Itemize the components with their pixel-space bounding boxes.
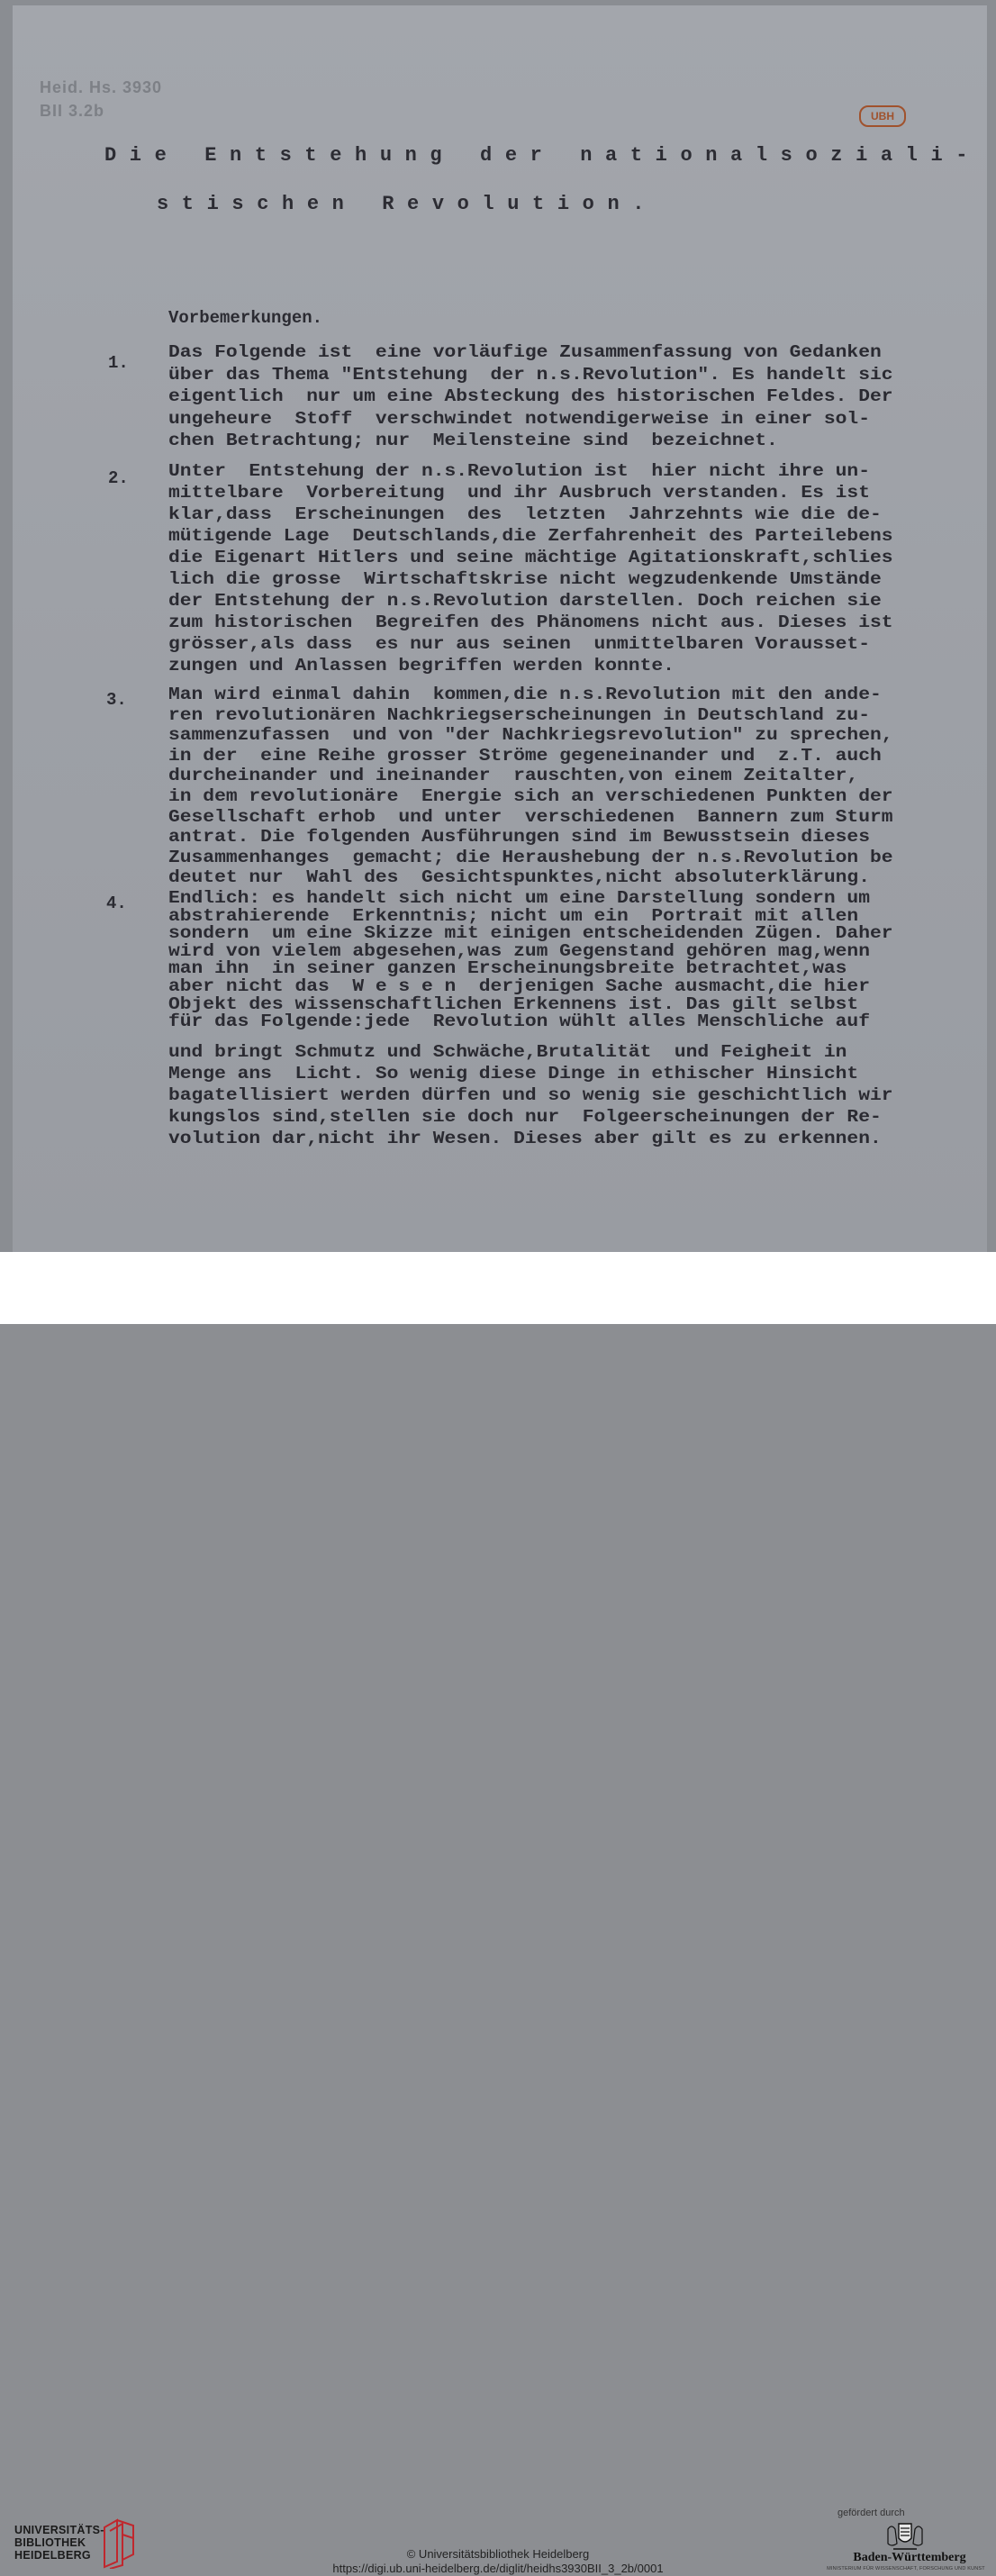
text-line: über das Thema "Entstehung der n.s.Revolution". Es handelt sic [168,364,893,385]
text-line: in dem revolutionäre Energie sich an verschiedenen Punkten der [168,786,893,806]
text-line: mütigende Lage Deutschlands,die Zerfahrenheit des Parteilebens [168,526,893,546]
text-line: mittelbare Vorbereitung und ihr Ausbruch verstanden. Es ist [168,483,870,503]
funded-by-label: gefördert durch [838,2508,905,2518]
library-stamp: UBH [859,105,906,127]
text-line: kungslos sind,stellen sie doch nur Folgeerscheinungen der Re- [168,1107,882,1128]
text-line: lich die grosse Wirtschaftskrise nicht wegzudenkende Umstände [168,569,882,589]
text-line: klar,dass Erscheinungen des letzten Jahrzehnts wie die de- [168,504,882,524]
text-line: ren revolutionären Nachkriegserscheinungen in Deutschland zu- [168,704,870,725]
text-line: man ihn in seiner ganzen Erscheinungsbreite betrachtet,was [168,958,847,979]
text-line: antrat. Die folgenden Ausführungen sind im Bewusstsein dieses [168,827,870,848]
text-line: in der eine Reihe grosser Ströme gegeneinander und z.T. auch [168,745,882,766]
text-line: ungeheure Stoff verschwindet notwendigerweise in einer sol- [168,408,870,429]
text-line: wird von vielem abgesehen,was zum Gegenstand gehören mag,wenn [168,940,870,961]
text-line: aber nicht das W e s e n derjenigen Sache ausmacht,die hier [168,976,870,996]
title-line-2: stischen Revolution. [157,193,658,215]
library-name-line-3: HEIDELBERG [14,2549,91,2562]
text-line: chen Betrachtung; nur Meilensteine sind bezeichnet. [168,431,778,450]
title-line-1: Die Entstehung der nationalsoziali- [104,144,982,167]
section-heading: Vorbemerkungen. [168,308,323,328]
text-line: deutet nur Wahl des Gesichtspunktes,nicht absoluterklärung. [168,867,870,888]
text-line: eigentlich nur um eine Absteckung des historischen Feldes. Der [168,386,893,406]
coat-of-arms-icon [883,2520,928,2551]
text-line: Objekt des wissenschaftlichen Erkennens ist. Das gilt selbst [168,993,859,1014]
text-line: abstrahierende Erkenntnis; nicht um ein Portrait mit allen [168,905,859,926]
shelfmark-line-1: Heid. Hs. 3930 [40,78,163,96]
text-line: Gesellschaft erhob und unter verschiedenen Bannern zum Sturm [168,806,893,827]
text-line: zum historischen Begreifen des Phänomens nicht aus. Dieses ist [168,612,893,632]
paragraph-number: 1. [108,353,129,373]
text-line: für das Folgende:jede Revolution wühlt alles Menschliche auf [168,1011,870,1032]
paragraph-number: 3. [106,690,127,710]
permalink[interactable]: https://digi.ub.uni-heidelberg.de/diglit/heidhs3930BII_3_2b/0001 [332,2562,664,2575]
paragraph-number: 4. [106,893,127,913]
text-line: durcheinander und ineinander rauschten,von einem Zeitalter, [168,766,859,786]
text-line: Man wird einmal dahin kommen,die n.s.Revolution mit den ande- [168,685,882,704]
funder-subtitle: MINISTERIUM FÜR WISSENSCHAFT, FORSCHUNG UND KUNST [827,2566,985,2571]
text-line: grösser,als dass es nur aus seinen unmittelbaren Vorausset- [168,634,870,654]
text-line: Endlich: es handelt sich nicht um eine Darstellung sondern um [168,888,870,908]
footer [0,1252,996,2575]
shelfmark-line-2: BII 3.2b [40,102,105,120]
text-line: der Entstehung der n.s.Revolution darstellen. Doch reichen sie [168,591,882,611]
text-line: Zusammenhanges gemacht; die Heraushebung der n.s.Revolution be [168,847,893,867]
text-line: und bringt Schmutz und Schwäche,Brutalität und Feigheit in [168,1041,847,1062]
text-line: bagatellisiert werden dürfen und so wenig sie geschichtlich wir [168,1085,893,1105]
scan-background [0,0,996,1252]
text-line: Menge ans Licht. So wenig diese Dinge in ethischer Hinsicht [168,1063,859,1084]
text-line: Das Folgende ist eine vorläufige Zusammenfassung von Gedanken [168,342,882,362]
text-line: volution dar,nicht ihr Wesen. Dieses aber gilt es zu erkennen. [168,1129,882,1149]
library-name-line-2: BIBLIOTHEK [14,2536,86,2549]
text-line: Unter Entstehung der n.s.Revolution ist hier nicht ihre un- [168,461,870,481]
library-name-line-1: UNIVERSITÄTS- [14,2524,104,2536]
paragraph-number: 2. [108,468,129,488]
copyright-text: © Universitätsbibliothek Heidelberg [406,2547,590,2561]
text-line: sammenzufassen und von "der Nachkriegsrevolution" zu sprechen, [168,725,893,746]
shelfmark [40,76,202,122]
funder-name: Baden-Württemberg [853,2551,966,2564]
text-line: die Eigenart Hitlers und seine mächtige Agitationskraft,schlies [168,548,893,567]
text-line: zungen und Anlassen begriffen werden konnte. [168,656,675,676]
text-line: sondern um eine Skizze mit einigen entscheidenden Zügen. Daher [168,923,893,944]
